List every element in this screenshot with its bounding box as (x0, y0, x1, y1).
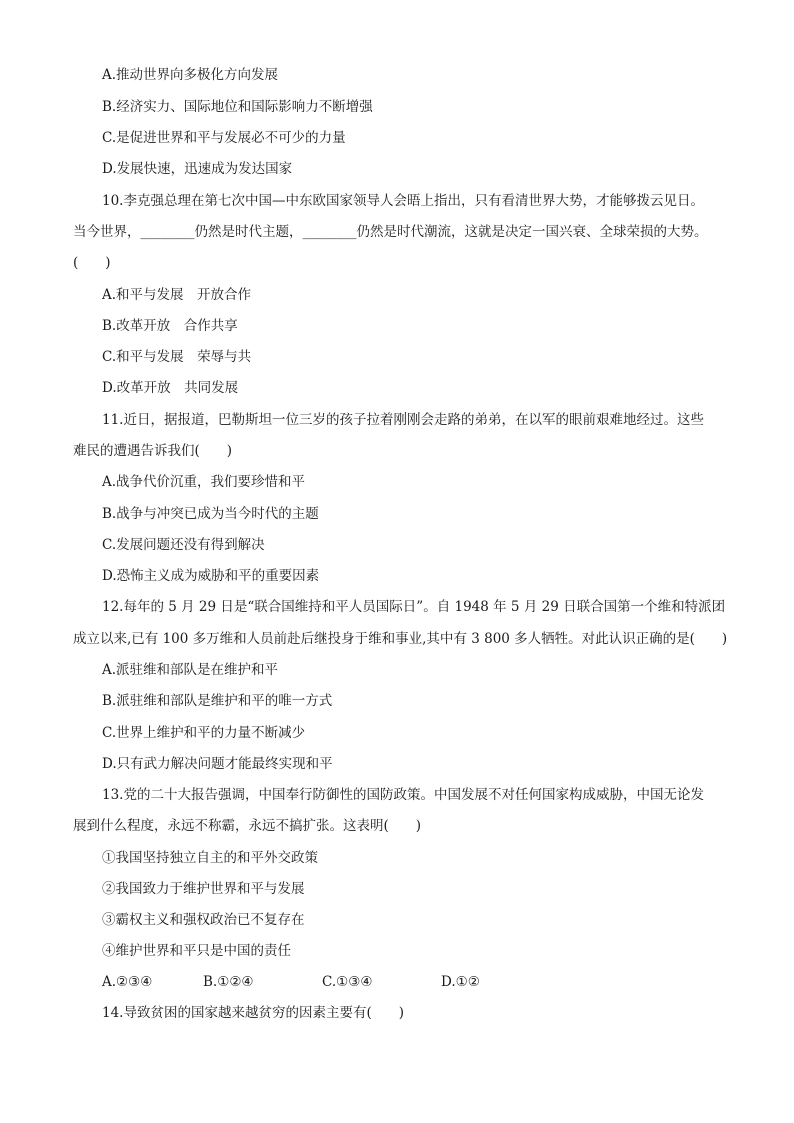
q10-option-d: D.改革开放 共同发展 (102, 380, 239, 396)
q13-statement-1: ①我国坚持独立自主的和平外交政策 (102, 850, 318, 866)
q13-statement-3: ③霸权主义和强权政治已不复存在 (102, 912, 305, 928)
q13-stem-line2: 展到什么程度，永远不称霸，永远不搞扩张。这表明( ) (73, 818, 422, 834)
q12-option-c: C.世界上维护和平的力量不断减少 (102, 725, 306, 741)
q13-option-a: A.②③④ (102, 974, 153, 990)
q10-stem-line1: 10.李克强总理在第七次中国—中东欧国家领导人会晤上指出，只有看清世界大势，才能够拨云见日。 (102, 193, 704, 209)
q10-option-b: B.改革开放 合作共享 (102, 318, 238, 334)
q13-statement-4: ④维护世界和平只是中国的责任 (102, 943, 291, 959)
q9-option-b: B.经济实力、国际地位和国际影响力不断增强 (102, 99, 373, 115)
q10-answer-bracket: ( ) (73, 255, 111, 271)
q10-option-a: A.和平与发展 开放合作 (102, 287, 252, 303)
q13-option-b: B.①②④ (203, 974, 254, 990)
q10-stem-line2: 当今世界，________仍然是时代主题，________仍然是时代潮流，这就是决定一国兴衰、全球荣损的大势。 (73, 224, 708, 240)
q11-option-a: A.战争代价沉重，我们要珍惜和平 (102, 474, 306, 490)
q13-statement-2: ②我国致力于维护世界和平与发展 (102, 881, 305, 897)
q11-option-d: D.恐怖主义成为威胁和平的重要因素 (102, 568, 320, 584)
q12-stem-line2: 成立以来,已有 100 多万维和人员前赴后继投身于维和事业,其中有 3 800 多人牺牲。对此认识正确的是( ) (73, 631, 728, 647)
q13-option-c: C.①③④ (322, 974, 373, 990)
q12-option-b: B.派驻维和部队是维护和平的唯一方式 (102, 693, 333, 709)
q9-option-a: A.推动世界向多极化方向发展 (102, 67, 279, 83)
q13-stem-line1: 13.党的二十大报告强调，中国奉行防御性的国防政策。中国发展不对任何国家构成威胁，中国无论发 (102, 787, 704, 803)
q12-option-d: D.只有武力解决问题才能最终实现和平 (102, 756, 333, 772)
q11-stem-line2: 难民的遭遇告诉我们( ) (73, 443, 233, 459)
q12-option-a: A.派驻维和部队是在维护和平 (102, 662, 279, 678)
q9-option-c: C.是促进世界和平与发展必不可少的力量 (102, 130, 346, 146)
q11-option-c: C.发展问题还没有得到解决 (102, 537, 265, 553)
q9-option-d: D.发展快速，迅速成为发达国家 (102, 161, 293, 177)
q11-stem-line1: 11.近日，据报道，巴勒斯坦一位三岁的孩子拉着刚刚会走路的弟弟，在以军的眼前艰难地经过。这些 (102, 412, 704, 428)
q10-option-c: C.和平与发展 荣辱与共 (102, 349, 252, 365)
q13-option-d: D.①② (441, 974, 480, 990)
q14-stem-line1: 14.导致贫困的国家越来越贫穷的因素主要有( ) (102, 1005, 405, 1021)
q11-option-b: B.战争与冲突已成为当今时代的主题 (102, 506, 319, 522)
q12-stem-line1: 12.每年的 5 月 29 日是“联合国维持和平人员国际日”。自 1948 年 5 月 29 日联合国第一个维和特派团 (102, 599, 726, 615)
